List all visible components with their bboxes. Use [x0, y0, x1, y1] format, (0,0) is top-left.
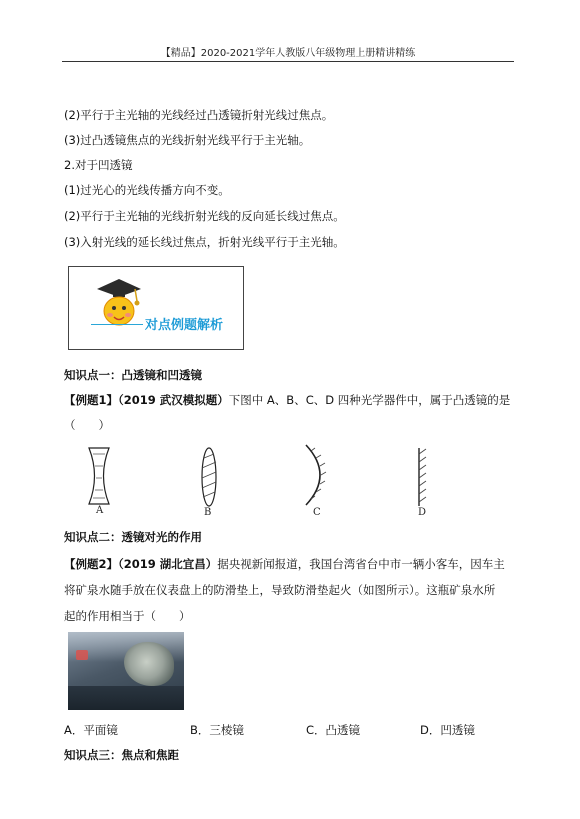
- example2-line2: 将矿泉水随手放在仪表盘上的防滑垫上，导致防滑垫起火（如图所示）。这瓶矿泉水所: [64, 583, 496, 597]
- example1-text: 下图中 A、B、C、D 四种光学器件中，属于凸透镜的是: [228, 393, 511, 407]
- section1-title: 知识点一：凸透镜和凹透镜: [64, 368, 202, 382]
- section3-title: 知识点三：焦点和焦距: [64, 748, 179, 762]
- lens-c-label: C: [313, 507, 321, 518]
- choice-d: D．凹透镜: [420, 723, 475, 737]
- lens-b-label: B: [204, 507, 212, 518]
- convex-rule-2: (2)平行于主光轴的光线经过凸透镜折射光线过焦点。: [64, 108, 334, 122]
- example1-question: [64, 392, 510, 408]
- example-banner: [68, 266, 244, 350]
- choice-b: B．三棱镜: [190, 723, 244, 737]
- lens-b-convex-icon: [196, 446, 222, 508]
- section2-title: 知识点二：透镜对光的作用: [64, 530, 202, 544]
- lens-a-concave-icon: [84, 446, 114, 506]
- example2-line3: 起的作用相当于（ ）: [64, 609, 191, 623]
- example1-tag: 【例题1】: [64, 393, 119, 407]
- choice-c: C．凸透镜: [306, 723, 361, 737]
- choice-a: A．平面镜: [64, 723, 118, 737]
- example2-line1: [64, 556, 505, 572]
- example2-tag: 【例题2】: [64, 557, 119, 571]
- example2-text: 据央视新闻报道，我国台湾省台中市一辆小客车，因车主: [217, 557, 505, 571]
- concave-rule-1: (1)过光心的光线传播方向不变。: [64, 183, 230, 197]
- banner-rule: [91, 324, 143, 325]
- example1-source: （2019 武汉模拟题）: [118, 393, 229, 407]
- header-divider: [62, 61, 514, 62]
- lens-d-label: D: [418, 507, 427, 518]
- banner-title: 对点例题解析: [145, 318, 224, 333]
- concave-rule-3: (3)入射光线的延长线过焦点，折射光线平行于主光轴。: [64, 235, 345, 249]
- lens-d-plane-mirror-icon: [414, 446, 432, 508]
- lens-a-label: A: [96, 505, 104, 516]
- lens-c-curved-mirror-icon: [300, 442, 332, 508]
- example1-blank: （ ）: [64, 418, 110, 432]
- concave-heading: 2.对于凹透镜: [64, 158, 133, 172]
- burn-mark: [124, 642, 174, 686]
- concave-rule-2: (2)平行于主光轴的光线折射光线的反向延长线过焦点。: [64, 209, 345, 223]
- tv-logo-icon: [76, 650, 88, 660]
- page-header: 【精品】2020-2021学年人教版八年级物理上册精讲精练: [160, 48, 416, 59]
- example2-source: （2019 湖北宜昌）: [118, 557, 218, 571]
- mascot-icon: [89, 277, 147, 331]
- water-bottle-photo: [68, 632, 184, 710]
- convex-rule-3: (3)过凸透镜焦点的光线折射光线平行于主光轴。: [64, 133, 311, 147]
